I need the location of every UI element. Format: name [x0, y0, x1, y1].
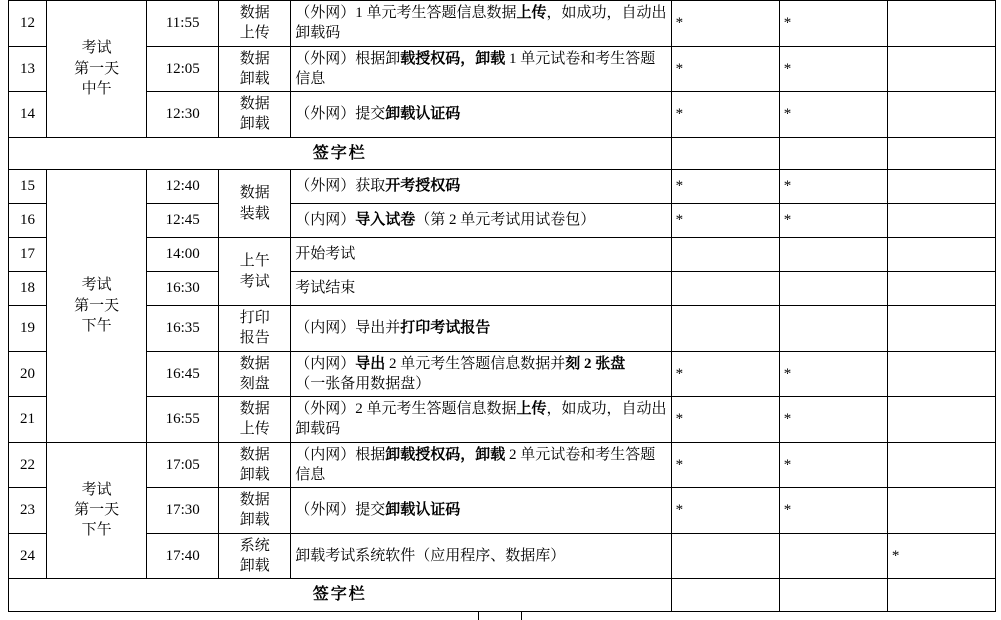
- table-row: [9, 272, 996, 306]
- signature-mark-1: [671, 579, 779, 612]
- signature-row: [9, 137, 996, 170]
- row-description: 卸载考试系统软件（应用程序、数据库）: [291, 533, 671, 579]
- row-mark-2: *: [779, 170, 887, 204]
- table-row: [9, 170, 996, 204]
- row-description: （外网）获取开考授权码: [291, 170, 671, 204]
- row-time: 14:00: [147, 238, 219, 272]
- table-row: [9, 397, 996, 443]
- row-mark-3: [887, 46, 995, 92]
- row-number: 20: [9, 351, 47, 397]
- row-activity: 数据 装载: [219, 170, 291, 238]
- row-time: 12:40: [147, 170, 219, 204]
- table-row: [9, 1, 996, 47]
- row-activity: 数据 上传: [219, 397, 291, 443]
- row-mark-2: [779, 272, 887, 306]
- table-row: [9, 533, 996, 579]
- row-number: 18: [9, 272, 47, 306]
- row-activity: 数据 卸载: [219, 46, 291, 92]
- row-description: （外网）提交卸载认证码: [291, 92, 671, 138]
- row-mark-1: *: [671, 351, 779, 397]
- row-number: 19: [9, 306, 47, 352]
- signature-label: 签字栏: [9, 579, 672, 612]
- row-number: 23: [9, 488, 47, 534]
- row-mark-2: *: [779, 351, 887, 397]
- table-row: [9, 306, 996, 352]
- row-mark-2: [779, 238, 887, 272]
- row-activity: 数据 上传: [219, 1, 291, 47]
- row-activity: 上午 考试: [219, 238, 291, 306]
- table-row: [9, 351, 996, 397]
- row-mark-2: *: [779, 204, 887, 238]
- row-mark-2: [779, 533, 887, 579]
- row-time: 12:30: [147, 92, 219, 138]
- page-bottom-stub: [478, 612, 522, 620]
- row-mark-3: [887, 92, 995, 138]
- row-mark-2: *: [779, 442, 887, 488]
- row-description: 开始考试: [291, 238, 671, 272]
- table-row: [9, 488, 996, 534]
- row-time: 16:35: [147, 306, 219, 352]
- row-description: （外网）提交卸载认证码: [291, 488, 671, 534]
- table-row: [9, 238, 996, 272]
- row-number: 24: [9, 533, 47, 579]
- row-mark-2: [779, 306, 887, 352]
- row-mark-3: [887, 204, 995, 238]
- row-description: （内网）导入试卷（第 2 单元考试用试卷包）: [291, 204, 671, 238]
- row-mark-2: *: [779, 488, 887, 534]
- row-number: 14: [9, 92, 47, 138]
- row-activity: 打印 报告: [219, 306, 291, 352]
- row-time: 17:40: [147, 533, 219, 579]
- signature-row: [9, 579, 996, 612]
- row-mark-2: *: [779, 92, 887, 138]
- row-activity: 数据 卸载: [219, 92, 291, 138]
- row-mark-3: [887, 442, 995, 488]
- signature-label: 签字栏: [9, 137, 672, 170]
- row-mark-3: [887, 397, 995, 443]
- row-activity: 数据 卸载: [219, 442, 291, 488]
- row-activity: 数据 卸载: [219, 488, 291, 534]
- signature-mark-1: [671, 137, 779, 170]
- row-number: 16: [9, 204, 47, 238]
- row-mark-1: *: [671, 442, 779, 488]
- row-mark-3: [887, 272, 995, 306]
- table-row: [9, 92, 996, 138]
- row-number: 17: [9, 238, 47, 272]
- row-mark-1: *: [671, 488, 779, 534]
- row-number: 13: [9, 46, 47, 92]
- row-mark-3: [887, 1, 995, 47]
- row-mark-3: [887, 238, 995, 272]
- table-row: [9, 442, 996, 488]
- row-description: （内网）导出 2 单元考生答题信息数据并刻 2 张盘 （一张备用数据盘）: [291, 351, 671, 397]
- row-mark-1: *: [671, 397, 779, 443]
- row-mark-1: *: [671, 170, 779, 204]
- signature-mark-3: [887, 137, 995, 170]
- row-mark-3: [887, 306, 995, 352]
- row-number: 12: [9, 1, 47, 47]
- row-mark-2: *: [779, 46, 887, 92]
- row-time: 17:30: [147, 488, 219, 534]
- row-description: （外网）2 单元考生答题信息数据上传，如成功，自动出卸载码: [291, 397, 671, 443]
- signature-mark-2: [779, 579, 887, 612]
- row-time: 16:45: [147, 351, 219, 397]
- row-time: 11:55: [147, 1, 219, 47]
- row-phase: 考试 第一天 下午: [47, 170, 147, 443]
- row-time: 16:30: [147, 272, 219, 306]
- signature-mark-2: [779, 137, 887, 170]
- row-time: 17:05: [147, 442, 219, 488]
- row-activity: 数据 刻盘: [219, 351, 291, 397]
- row-phase: 考试 第一天 中午: [47, 1, 147, 138]
- row-mark-1: *: [671, 1, 779, 47]
- row-number: 22: [9, 442, 47, 488]
- row-mark-1: *: [671, 92, 779, 138]
- row-phase: 考试 第一天 下午: [47, 442, 147, 579]
- row-mark-1: [671, 306, 779, 352]
- row-description: （内网）根据卸载授权码，卸载 2 单元试卷和考生答题信息: [291, 442, 671, 488]
- row-activity: 系统 卸载: [219, 533, 291, 579]
- row-mark-1: [671, 272, 779, 306]
- table-row: [9, 204, 996, 238]
- row-time: 12:05: [147, 46, 219, 92]
- row-mark-3: [887, 351, 995, 397]
- row-description: 考试结束: [291, 272, 671, 306]
- table-row: [9, 46, 996, 92]
- row-mark-1: [671, 533, 779, 579]
- row-mark-2: *: [779, 1, 887, 47]
- row-mark-3: [887, 488, 995, 534]
- row-mark-1: [671, 238, 779, 272]
- row-number: 15: [9, 170, 47, 204]
- exam-schedule-table: [8, 0, 996, 612]
- row-time: 16:55: [147, 397, 219, 443]
- row-mark-1: *: [671, 46, 779, 92]
- row-mark-2: *: [779, 397, 887, 443]
- row-time: 12:45: [147, 204, 219, 238]
- row-description: （外网）1 单元考生答题信息数据上传，如成功，自动出卸载码: [291, 1, 671, 47]
- row-description: （内网）导出并打印考试报告: [291, 306, 671, 352]
- row-mark-1: *: [671, 204, 779, 238]
- row-mark-3: [887, 170, 995, 204]
- signature-mark-3: [887, 579, 995, 612]
- row-description: （外网）根据卸载授权码，卸载 1 单元试卷和考生答题信息: [291, 46, 671, 92]
- row-mark-3: *: [887, 533, 995, 579]
- row-number: 21: [9, 397, 47, 443]
